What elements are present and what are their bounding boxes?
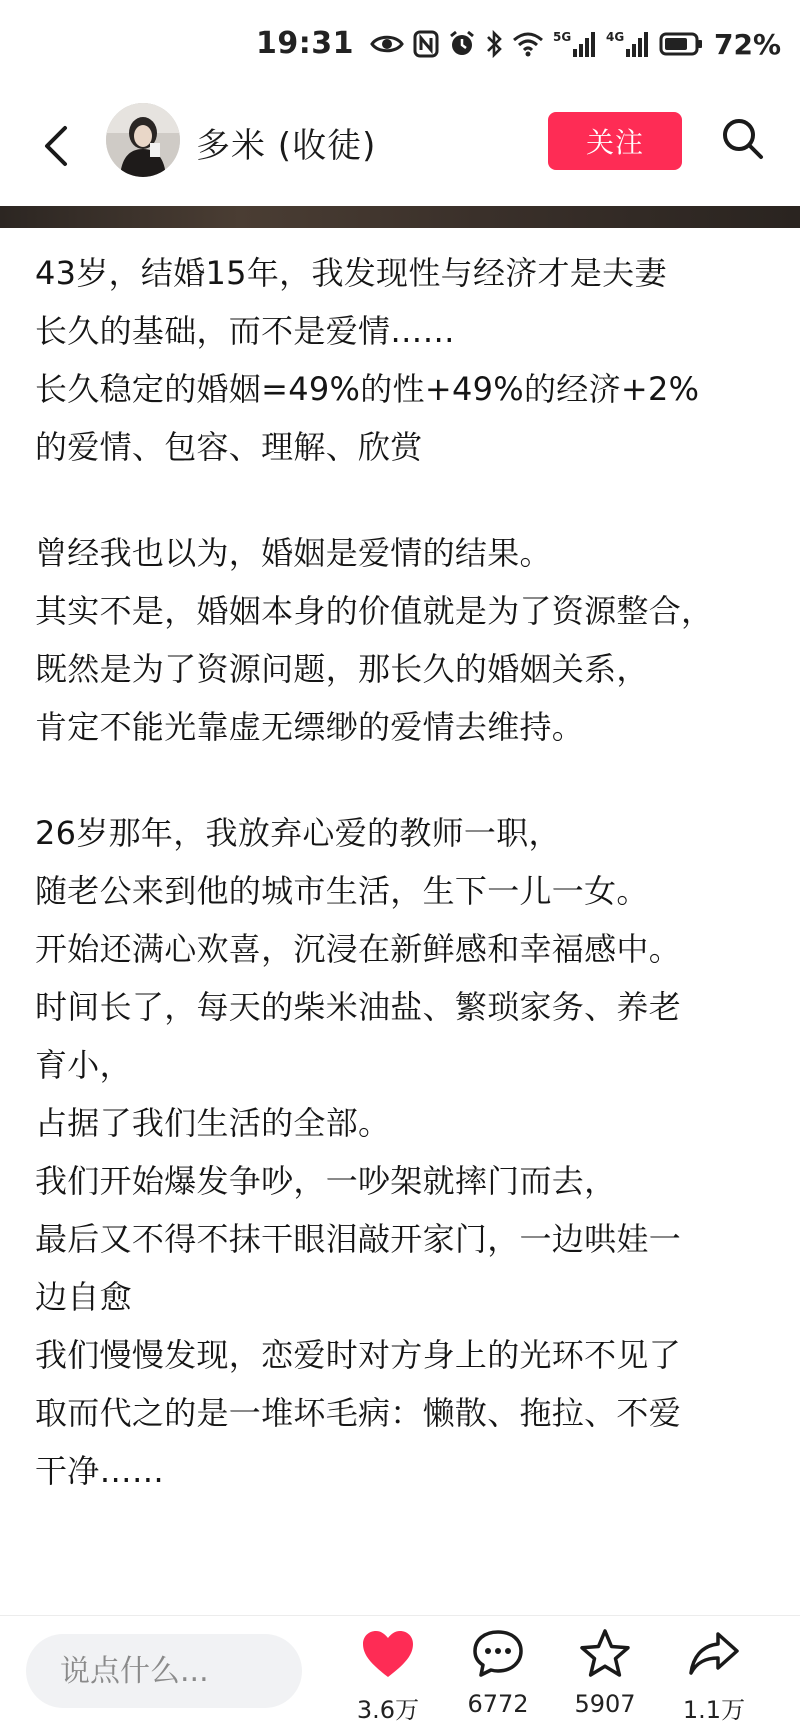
article-line: 长久的基础，而不是爱情…… [35,312,455,350]
article-line: 时间长了，每天的柴米油盐、繁琐家务、养老 [35,988,682,1026]
search-icon [721,117,765,165]
nfc-icon [413,30,439,58]
article-line: 26岁那年，我放弃心爱的教师一职， [35,814,561,852]
bottom-action-bar [0,1615,800,1732]
chevron-left-icon [41,124,69,172]
back-button[interactable] [30,116,80,180]
article-line: 随老公来到他的城市生活，生下一儿一女。 [35,872,649,910]
share-arrow-icon [684,1626,744,1682]
post-article [35,244,775,1548]
bluetooth-icon [485,29,503,59]
author-avatar[interactable] [106,103,180,177]
follow-button[interactable]: 关注 [548,112,682,170]
svg-text:4G: 4G [606,30,625,44]
svg-text:5G: 5G [553,30,572,44]
battery-percent: 72% [714,27,782,61]
article-line: 长久稳定的婚姻=49%的性+49%的经济+2% [35,370,700,408]
article-line: 最后又不得不抹干眼泪敲开家门，一边哄娃一 [35,1220,682,1258]
article-line: 干净…… [35,1452,165,1490]
article-paragraph [35,244,775,476]
signal-5g-icon [553,29,597,59]
article-line: 既然是为了资源问题，那长久的婚姻关系， [35,650,649,688]
article-paragraph [35,804,775,1500]
comment-bubble-icon [468,1626,528,1682]
status-bar [0,0,800,90]
search-button[interactable] [716,114,770,168]
article-line: 肯定不能光靠虚无缥缈的爱情去维持。 [35,708,585,746]
article-line: 育小， [35,1046,132,1084]
signal-4g-icon [606,29,650,59]
post-header [0,90,800,206]
article-paragraph [35,524,775,756]
article-line: 曾经我也以为，婚姻是爱情的结果。 [35,534,552,572]
article-line: 的爱情、包容、理解、欣赏 [35,428,423,466]
alarm-icon [448,30,476,58]
like-count: 3.6万 [356,1696,420,1724]
article-line: 取而代之的是一堆坏毛病：懒散、拖拉、不爱 [35,1394,682,1432]
article-line: 占据了我们生活的全部。 [35,1104,391,1142]
heart-icon [358,1626,418,1682]
star-icon [575,1626,635,1682]
comment-input[interactable] [26,1634,302,1708]
article-line: 边自愈 [35,1278,132,1316]
favorite-button[interactable] [555,1626,655,1726]
article-line: 开始还满心欢喜，沉浸在新鲜感和幸福感中。 [35,930,682,968]
post-image-edge [0,206,800,228]
article-line: 我们开始爆发争吵，一吵架就摔门而去， [35,1162,617,1200]
like-button[interactable] [338,1626,438,1726]
comment-button[interactable] [448,1626,548,1726]
article-line: 其实不是，婚姻本身的价值就是为了资源整合， [35,592,714,630]
wifi-icon [512,31,544,57]
article-line: 43岁，结婚15年，我发现性与经济才是夫妻 [35,254,667,292]
status-icons [370,24,781,64]
author-name[interactable]: 多米 (收徒) [196,126,377,166]
share-count: 1.1万 [682,1696,746,1724]
battery-icon [659,32,703,56]
comment-count: 6772 [467,1690,529,1718]
eye-icon [370,33,404,55]
share-button[interactable] [664,1626,764,1726]
favorite-count: 5907 [574,1690,636,1718]
status-time: 19:31 [256,26,354,61]
article-line: 我们慢慢发现，恋爱时对方身上的光环不见了 [35,1336,682,1374]
